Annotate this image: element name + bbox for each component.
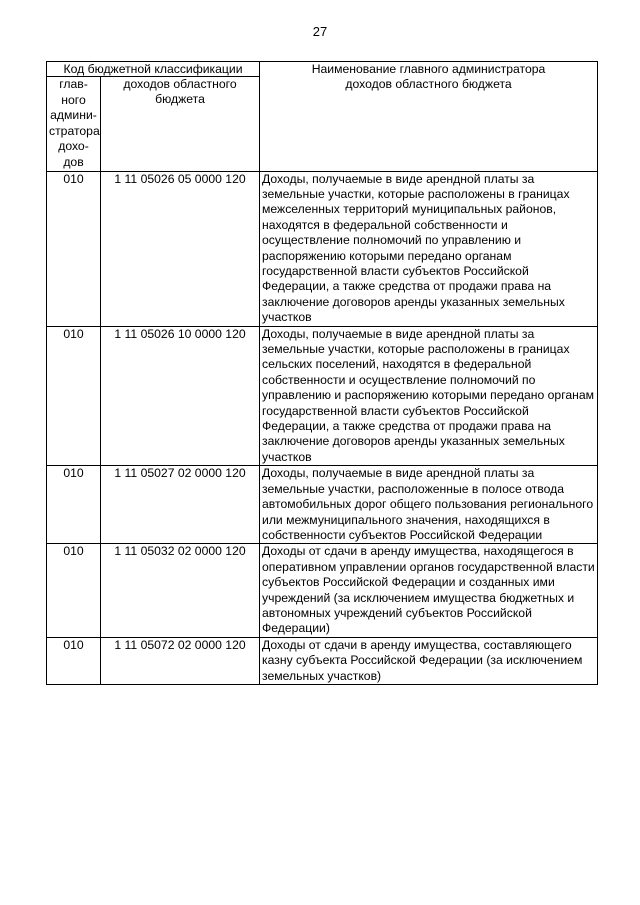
header-name-line: Наименование главного администратора xyxy=(311,62,546,76)
admin-code-cell: 010 xyxy=(47,637,101,684)
revenue-code-cell: 1 11 05072 02 0000 120 xyxy=(101,637,260,684)
header-admin-line: ного xyxy=(61,92,86,107)
revenue-code-cell: 1 11 05032 02 0000 120 xyxy=(101,544,260,637)
admin-code-cell: 010 xyxy=(47,544,101,637)
revenue-name-cell: Доходы, получаемые в виде арендной платы за земельные участки, которые расположены в границах межселенных территорий муниципальных районов, находятся в федеральной собственности и осуществление полномочий по управлению и распоряжению которыми передано органам государственной власти субъектов Российской Федерации, а также средства от продажи права на заключение договоров аренды указанных земельных участков xyxy=(260,171,598,326)
revenue-code-cell: 1 11 05027 02 0000 120 xyxy=(101,466,260,544)
header-admin-line: дов xyxy=(63,154,84,169)
page-number: 27 xyxy=(312,24,328,39)
header-code-line: доходов областного xyxy=(123,77,237,91)
revenue-code-cell: 1 11 05026 10 0000 120 xyxy=(101,326,260,466)
table-row xyxy=(47,171,598,326)
header-revenue-code xyxy=(101,77,260,172)
header-admin-line: админи- xyxy=(50,108,97,123)
admin-code-cell: 010 xyxy=(47,466,101,544)
revenue-name-cell: Доходы, получаемые в виде арендной платы за земельные участки, которые расположены в границах сельских поселений, находятся в федеральной собственности и осуществление полномочий по управлению и распоряжению которыми передано органам государственной власти субъектов Российской Федерации, а также средства от продажи права на заключение договоров аренды указанных земельных участков xyxy=(260,326,598,466)
revenue-name-cell: Доходы, получаемые в виде арендной платы за земельные участки, расположенные в полосе отвода автомобильных дорог общего пользования регионального или межмуниципального значения, находящихся в собственности субъектов Российской Федерации xyxy=(260,466,598,544)
revenue-code-cell: 1 11 05026 05 0000 120 xyxy=(101,171,260,326)
header-code-line: бюджета xyxy=(155,92,205,107)
header-admin-line: глав- xyxy=(59,77,88,91)
header-admin-line: стратора xyxy=(49,123,100,138)
header-name-line: доходов областного бюджета xyxy=(345,77,512,92)
revenue-name-cell: Доходы от сдачи в аренду имущества, находящегося в оперативном управлении органов государственной власти субъектов Российской Федерации и созданных ими учреждений (за исключением имущества бюджетных и автономных учреждений субъектов Российской Федерации) xyxy=(260,544,598,637)
admin-code-cell: 010 xyxy=(47,171,101,326)
table-header-group-row xyxy=(47,62,598,77)
table-row xyxy=(47,544,598,637)
header-chief-administrator xyxy=(47,77,101,172)
header-administrator-name xyxy=(260,62,598,172)
header-budget-classification-code: Код бюджетной классификации xyxy=(47,62,260,77)
admin-code-cell: 010 xyxy=(47,326,101,466)
header-admin-line: дохо- xyxy=(58,139,89,154)
table-row xyxy=(47,466,598,544)
table-row xyxy=(47,637,598,684)
table-row xyxy=(47,326,598,466)
revenue-name-cell: Доходы от сдачи в аренду имущества, составляющего казну субъекта Российской Федерации (за исключением земельных участков) xyxy=(260,637,598,684)
budget-classification-table xyxy=(46,61,598,685)
